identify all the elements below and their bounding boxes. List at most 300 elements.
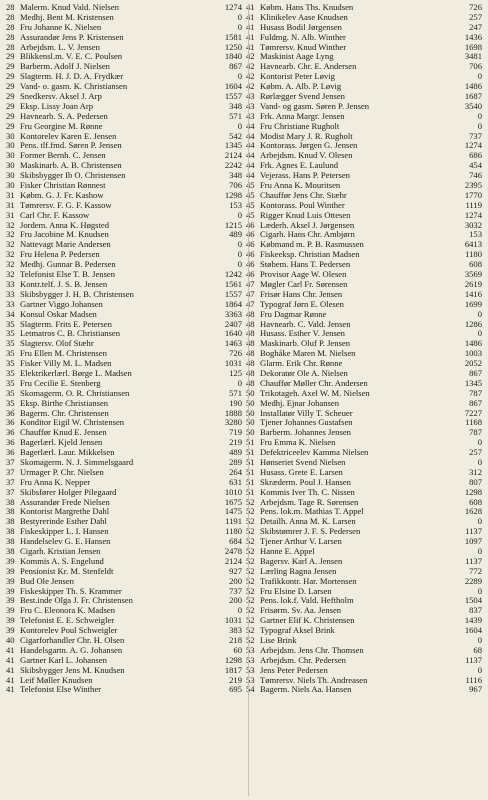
resident-name: Husass. Esther V. Jensen — [260, 329, 345, 339]
house-number: 29 — [6, 111, 15, 121]
house-number: 30 — [6, 151, 15, 161]
list-item — [246, 132, 482, 142]
amount-value: 927 — [229, 566, 242, 576]
list-item — [6, 290, 242, 300]
resident-name: Medhj. Gunnar B. Pedersen — [20, 260, 116, 270]
resident-name: Læderh. Aksel J. Jørgensen — [260, 220, 355, 230]
list-item — [6, 636, 242, 646]
list-item — [246, 656, 482, 666]
amount-value: 608 — [469, 260, 482, 270]
amount-value: 686 — [469, 151, 482, 161]
amount-value: 2407 — [224, 319, 242, 329]
house-number: 53 — [246, 675, 255, 685]
amount-value: 2124 — [224, 151, 242, 161]
house-number: 30 — [6, 181, 15, 191]
resident-name: Arbejdsm. Chr. Pedersen — [260, 655, 346, 665]
list-item — [6, 418, 242, 428]
list-item — [246, 43, 482, 53]
house-number: 41 — [6, 665, 15, 675]
list-item — [246, 102, 482, 112]
amount-value: 1561 — [224, 279, 242, 289]
list-item — [6, 409, 242, 419]
house-number: 46 — [246, 220, 255, 230]
resident-name: Købm. Hans Ths. Knudsen — [260, 3, 354, 12]
house-number: 36 — [6, 418, 15, 428]
amount-value: 3280 — [224, 418, 242, 428]
resident-name: Skibsfører Holger Pilegaard — [20, 487, 117, 497]
resident-name: Pens. lok.m. Mathias T. Appel — [260, 507, 364, 517]
resident-name: Malerm. Knud Vald. Nielsen — [20, 3, 119, 12]
list-item — [246, 339, 482, 349]
list-item — [6, 596, 242, 606]
house-number: 37 — [6, 477, 15, 487]
amount-value: 218 — [229, 636, 242, 645]
resident-name: Fru Anna K. Mouritsen — [260, 181, 341, 191]
resident-name: Defektriceelev Kamma Nielsen — [260, 448, 369, 458]
list-item — [246, 428, 482, 438]
list-item — [246, 23, 482, 33]
resident-name: Best.inde Olga J. Fr. Christensen — [20, 596, 133, 606]
amount-value: 1031 — [224, 359, 242, 369]
amount-value: 0 — [477, 636, 482, 645]
resident-name: Tømrersv. Niels Th. Andreasen — [260, 675, 368, 685]
resident-name: Fiskeskipper L. I. Hansen — [20, 527, 109, 537]
house-number: 52 — [246, 576, 255, 586]
amount-value: 737 — [469, 131, 482, 141]
resident-name: Fiskeskipper Th. S. Krammer — [20, 586, 122, 596]
list-item — [246, 250, 482, 260]
list-item — [6, 62, 242, 72]
resident-name: Skomagerm. N. J. Simmelsgaard — [20, 457, 134, 467]
amount-value: 1439 — [464, 616, 482, 626]
amount-value: 0 — [477, 438, 482, 448]
resident-name: Telefonist Else T. B. Jensen — [20, 270, 116, 280]
house-number: 48 — [246, 359, 255, 369]
amount-value: 68 — [473, 645, 482, 655]
list-item — [246, 349, 482, 359]
list-item — [246, 567, 482, 577]
resident-name: Vand- og gasm. Søren P. Jensen — [260, 101, 370, 111]
house-number: 30 — [6, 171, 15, 181]
amount-value: 1436 — [464, 32, 482, 42]
resident-name: Cigarh. Hans Chr. Ambjørn — [260, 230, 355, 240]
amount-value: 0 — [477, 111, 482, 121]
list-item — [6, 201, 242, 211]
amount-value: 0 — [237, 121, 242, 131]
house-number: 28 — [6, 42, 15, 52]
house-number: 53 — [246, 645, 255, 655]
list-item — [246, 468, 482, 478]
house-number: 51 — [246, 477, 255, 487]
house-number: 41 — [246, 32, 255, 42]
amount-value: 125 — [229, 368, 242, 378]
amount-value: 1298 — [224, 190, 242, 200]
amount-value: 0 — [237, 260, 242, 270]
list-item — [246, 478, 482, 488]
list-item — [246, 161, 482, 171]
amount-value: 1119 — [465, 200, 482, 210]
list-item — [246, 270, 482, 280]
resident-name: Glarm. Erik Chr. Rønne — [260, 359, 343, 369]
resident-name: Maskinarb. Oluf P. Jensen — [260, 339, 350, 349]
resident-name: Assurandør Jens P. Kristensen — [20, 32, 124, 42]
list-item — [6, 191, 242, 201]
house-number: 29 — [6, 82, 15, 92]
list-item — [246, 92, 482, 102]
list-item — [6, 587, 242, 597]
house-number: 52 — [246, 586, 255, 596]
resident-name: Fru Elsine D. Larsen — [260, 586, 332, 596]
amount-value: 219 — [229, 438, 242, 448]
resident-name: Lærling Ragna Jensen — [260, 566, 337, 576]
resident-name: Kommis A. S. Engelund — [20, 556, 104, 566]
amount-value: 153 — [229, 200, 242, 210]
amount-value: 1581 — [224, 32, 242, 42]
list-item — [6, 240, 242, 250]
house-number: 52 — [246, 546, 255, 556]
house-number: 41 — [246, 12, 255, 22]
list-item — [246, 320, 482, 330]
list-item — [246, 52, 482, 62]
house-number: 39 — [6, 586, 15, 596]
house-number: 39 — [6, 626, 15, 636]
resident-name: Kontorist Peter Løvig — [260, 72, 335, 82]
house-number: 48 — [246, 339, 255, 349]
list-item — [6, 577, 242, 587]
house-number: 37 — [6, 487, 15, 497]
house-number: 38 — [6, 497, 15, 507]
amount-value: 837 — [469, 606, 482, 616]
amount-value: 0 — [477, 586, 482, 596]
amount-value: 383 — [229, 626, 242, 636]
amount-value: 0 — [237, 250, 242, 260]
house-number: 52 — [246, 616, 255, 626]
list-item — [246, 230, 482, 240]
resident-name: Assurandør Frede Nielsen — [20, 497, 110, 507]
list-item — [246, 310, 482, 320]
amount-value: 1486 — [464, 339, 482, 349]
list-item — [246, 33, 482, 43]
list-item — [246, 646, 482, 656]
list-item — [246, 72, 482, 82]
list-item — [246, 82, 482, 92]
house-number: 39 — [6, 566, 15, 576]
resident-name: Kontorass. Poul Winther — [260, 200, 345, 210]
house-number: 37 — [6, 457, 15, 467]
resident-name: Tømrersv. Knud Winther — [260, 42, 347, 52]
resident-name: Konsul Oskar Madsen — [20, 309, 97, 319]
amount-value: 1274 — [464, 210, 482, 220]
amount-value: 1675 — [224, 497, 242, 507]
list-item — [6, 230, 242, 240]
amount-value: 787 — [469, 388, 482, 398]
resident-name: Skibsbygger J. H. B. Christensen — [20, 289, 134, 299]
amount-value: 719 — [229, 428, 242, 438]
list-item — [6, 52, 242, 62]
list-item — [246, 329, 482, 339]
list-item — [6, 468, 242, 478]
amount-value: 1888 — [224, 408, 242, 418]
resident-name: Frk. Agnes E. Laulund — [260, 161, 339, 171]
list-item — [246, 537, 482, 547]
list-item — [6, 379, 242, 389]
house-number: 41 — [246, 22, 255, 32]
house-number: 48 — [246, 309, 255, 319]
amount-value: 1242 — [224, 270, 242, 280]
resident-name: Kontr.telf. J. S. B. Jensen — [20, 279, 108, 289]
list-item — [246, 577, 482, 587]
amount-value: 3032 — [464, 220, 482, 230]
resident-name: Købmand m. P. B. Rasmussen — [260, 240, 364, 250]
list-item — [246, 151, 482, 161]
list-item — [6, 102, 242, 112]
house-number: 35 — [6, 329, 15, 339]
resident-name: Eksp. Birthe Christiansen — [20, 398, 109, 408]
house-number: 42 — [246, 82, 255, 92]
amount-value: 1168 — [465, 418, 482, 428]
amount-value: 264 — [229, 467, 242, 477]
list-item — [6, 161, 242, 171]
list-item — [246, 300, 482, 310]
resident-name: Boghåke Maren M. Nielsen — [260, 349, 356, 359]
list-item — [6, 211, 242, 221]
resident-name: Kontorelev Karen E. Jensen — [20, 131, 117, 141]
resident-name: Fru Helena P. Pedersen — [20, 250, 100, 260]
resident-name: Former Bernh. C. Jensen — [20, 151, 106, 161]
amount-value: 0 — [477, 457, 482, 467]
resident-name: Fiskeeksp. Christian Madsen — [260, 250, 360, 260]
resident-name: Leif Møller Knudsen — [20, 675, 93, 685]
list-item — [6, 171, 242, 181]
house-number: 33 — [6, 289, 15, 299]
list-item — [6, 399, 242, 409]
list-item — [6, 92, 242, 102]
list-item — [6, 270, 242, 280]
house-number: 48 — [246, 368, 255, 378]
amount-value: 1274 — [224, 3, 242, 12]
list-item — [6, 656, 242, 666]
list-item — [246, 389, 482, 399]
resident-name: Provisor Aage W. Olesen — [260, 270, 347, 280]
resident-name: Rigger Knud Luis Ottesen — [260, 210, 351, 220]
list-item — [6, 458, 242, 468]
resident-name: Gartner Viggo Johansen — [20, 299, 103, 309]
amount-value: 190 — [229, 398, 242, 408]
house-number: 45 — [246, 200, 255, 210]
house-number: 41 — [246, 3, 255, 12]
house-number: 39 — [6, 606, 15, 616]
house-number: 48 — [246, 329, 255, 339]
amount-value: 1250 — [224, 42, 242, 52]
house-number: 36 — [6, 408, 15, 418]
amount-value: 1504 — [464, 596, 482, 606]
house-number: 29 — [6, 62, 15, 72]
list-item — [6, 43, 242, 53]
amount-value: 0 — [237, 240, 242, 250]
amount-value: 1463 — [224, 339, 242, 349]
resident-name: Bagerm. Chr. Christensen — [20, 408, 109, 418]
resident-name: Fru Johanne K. Nielsen — [20, 22, 102, 32]
resident-name: Skomagerm. O. R. Christiansen — [20, 388, 130, 398]
house-number: 41 — [6, 655, 15, 665]
list-item — [6, 359, 242, 369]
house-number: 33 — [6, 279, 15, 289]
amount-value: 257 — [469, 12, 482, 22]
amount-value: 571 — [229, 111, 242, 121]
amount-value: 2289 — [464, 576, 482, 586]
resident-name: Fru C. Eleonora K. Madsen — [20, 606, 115, 616]
amount-value: 1486 — [464, 82, 482, 92]
house-number: 45 — [246, 210, 255, 220]
house-number: 44 — [246, 151, 255, 161]
resident-name: Gartner Karl L. Johansen — [20, 655, 107, 665]
list-item — [6, 606, 242, 616]
house-number: 35 — [6, 319, 15, 329]
resident-name: Fru Anna K. Nepper — [20, 477, 91, 487]
amount-value: 6413 — [464, 240, 482, 250]
resident-name: Rørlægger Svend Jensen — [260, 92, 345, 102]
amount-value: 1286 — [464, 319, 482, 329]
list-item — [246, 587, 482, 597]
amount-value: 631 — [229, 477, 242, 487]
resident-name: Havnearb. Chr. E. Andersen — [260, 62, 357, 72]
list-item — [246, 606, 482, 616]
resident-name: Købm. G. J. Fr. Kashow — [20, 190, 104, 200]
list-item — [246, 141, 482, 151]
house-number: 39 — [6, 576, 15, 586]
house-number: 41 — [6, 645, 15, 655]
amount-value: 1698 — [464, 42, 482, 52]
house-number: 52 — [246, 596, 255, 606]
house-number: 32 — [6, 230, 15, 240]
house-number: 32 — [6, 250, 15, 260]
resident-name: Medhj. Bent M. Kristensen — [20, 12, 114, 22]
list-item — [246, 636, 482, 646]
amount-value: 1416 — [464, 289, 482, 299]
house-number: 29 — [6, 52, 15, 62]
amount-value: 1137 — [465, 527, 482, 537]
list-item — [246, 399, 482, 409]
list-item — [6, 676, 242, 686]
list-item — [6, 310, 242, 320]
amount-value: 2242 — [224, 161, 242, 171]
amount-value: 3363 — [224, 309, 242, 319]
columns — [6, 3, 482, 695]
amount-value: 571 — [229, 388, 242, 398]
amount-value: 0 — [237, 378, 242, 388]
list-item — [6, 339, 242, 349]
house-number: 50 — [246, 388, 255, 398]
resident-name: Hanne E. Appel — [260, 546, 315, 556]
resident-name: Fisker Christian Rønnest — [20, 181, 106, 191]
resident-name: Klinikelev Aase Knudsen — [260, 12, 348, 22]
house-number: 50 — [246, 398, 255, 408]
house-number: 46 — [246, 230, 255, 240]
list-item — [6, 260, 242, 270]
list-item — [6, 280, 242, 290]
amount-value: 867 — [469, 398, 482, 408]
resident-name: Slagtersv. Olof Stæhr — [20, 339, 94, 349]
resident-name: Kontorass. Jørgen G. Jensen — [260, 141, 358, 151]
list-item — [246, 112, 482, 122]
list-item — [6, 557, 242, 567]
resident-name: Kontorelev Poul Schweigler — [20, 626, 118, 636]
resident-name: Typograf Aksel Brink — [260, 626, 335, 636]
amount-value: 1557 — [224, 92, 242, 102]
resident-name: Arbejdsm. L. V. Jensen — [20, 42, 100, 52]
list-item — [246, 240, 482, 250]
house-number: 43 — [246, 101, 255, 111]
amount-value: 3481 — [464, 52, 482, 62]
list-item — [246, 260, 482, 270]
list-item — [246, 596, 482, 606]
list-item — [246, 557, 482, 567]
left-column — [6, 3, 242, 695]
list-item — [6, 151, 242, 161]
house-number: 52 — [246, 566, 255, 576]
list-item — [6, 616, 242, 626]
resident-name: Møgler Carl Fr. Sørensen — [260, 279, 348, 289]
amount-value: 1345 — [224, 141, 242, 151]
resident-name: Dekoratør Ole A. Nielsen — [260, 368, 348, 378]
list-item — [246, 517, 482, 527]
house-number: 28 — [6, 3, 15, 12]
amount-value: 1817 — [224, 665, 242, 675]
amount-value: 200 — [229, 576, 242, 586]
house-number: 31 — [6, 200, 15, 210]
house-number: 46 — [246, 270, 255, 280]
resident-name: Bagersv. Karl A. Jensen — [260, 556, 343, 566]
amount-value: 0 — [477, 517, 482, 527]
list-item — [246, 547, 482, 557]
list-item — [6, 320, 242, 330]
house-number: 52 — [246, 537, 255, 547]
amount-value: 312 — [469, 467, 482, 477]
house-number: 43 — [246, 92, 255, 102]
resident-name: Hønseriet Svend Nielsen — [260, 457, 346, 467]
list-item — [6, 23, 242, 33]
house-number: 35 — [6, 339, 15, 349]
house-number: 44 — [246, 141, 255, 151]
list-item — [246, 527, 482, 537]
resident-name: Bud Ole Jensen — [20, 576, 74, 586]
resident-name: Chauffør Møller Chr. Andersen — [260, 378, 368, 388]
amount-value: 726 — [229, 349, 242, 359]
amount-value: 867 — [229, 62, 242, 72]
list-item — [246, 191, 482, 201]
house-number: 52 — [246, 507, 255, 517]
column-divider — [248, 4, 249, 796]
list-item — [6, 221, 242, 231]
house-number: 40 — [6, 636, 15, 645]
amount-value: 1640 — [224, 329, 242, 339]
list-item — [6, 428, 242, 438]
resident-name: Bestyrerinde Esther Dahl — [20, 517, 107, 527]
list-item — [246, 676, 482, 686]
house-number: 29 — [6, 121, 15, 131]
house-number: 30 — [6, 131, 15, 141]
house-number: 47 — [246, 299, 255, 309]
resident-name: Fru Jacobine M. Knudsen — [20, 230, 109, 240]
house-number: 33 — [6, 299, 15, 309]
amount-value: 867 — [469, 368, 482, 378]
house-number: 38 — [6, 507, 15, 517]
house-number: 52 — [246, 556, 255, 566]
house-number: 35 — [6, 398, 15, 408]
resident-name: Tømrersv. F. G. F. Kassow — [20, 200, 112, 210]
resident-name: Medhj. Ejnar Johansen — [260, 398, 339, 408]
amount-value: 348 — [229, 171, 242, 181]
